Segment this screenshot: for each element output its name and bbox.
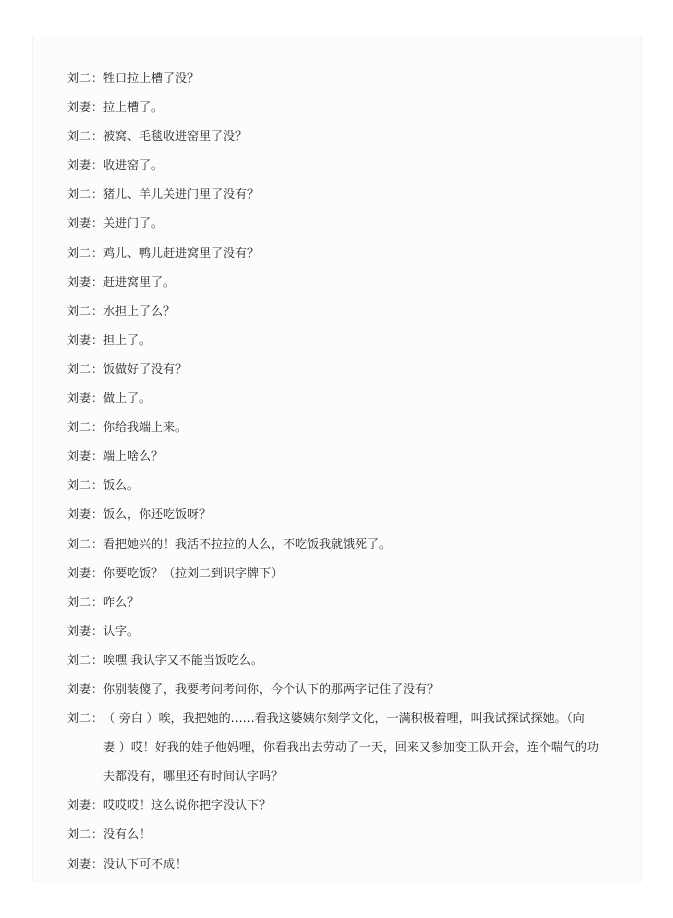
speech-line: （ 旁白 ）唉，我把她的……看我这婆姨尔刻学文化，一满积极着哩，叫我试探试探她。（向 [103, 711, 585, 726]
speech-text: 看把她兴的！我活不拉拉的人么，不吃饭我就饿死了。 [103, 536, 392, 551]
dialogue-line [67, 617, 627, 646]
speaker-label: 刘二： [67, 361, 104, 376]
dialogue-line [67, 820, 627, 849]
dialogue-line [67, 297, 627, 326]
speech-text: 牲口拉上槽了没？ [103, 71, 200, 85]
speech-text: 鸡儿、鸭儿赶进窝里了没有？ [103, 245, 260, 260]
speech-text: 拉上槽了。 [103, 100, 164, 115]
dialogue-line [67, 64, 627, 93]
speech-text: 端上啥么？ [103, 449, 164, 464]
speaker-label: 刘二： [67, 420, 104, 435]
dialogue-line [67, 384, 627, 413]
speaker-label: 刘妻： [67, 856, 104, 871]
speaker-label: 刘二： [67, 536, 104, 551]
speaker-label: 刘二： [67, 71, 104, 85]
play-script [67, 64, 627, 879]
speech-text: 你别装傻了，我要考问考问你，今个认下的那两字记住了没有？ [103, 681, 440, 696]
speech-line: 夫都没有，哪里还有时间认字吗？ [103, 769, 284, 784]
speech-text: 咋么？ [103, 594, 140, 609]
speech-text: 认字。 [103, 623, 140, 638]
dialogue-line [67, 355, 627, 384]
speaker-label: 刘妻： [67, 565, 104, 580]
speech-text: 饭做好了没有？ [103, 361, 188, 376]
speech-text: 没有么！ [103, 827, 152, 842]
speech-text: 饭么。 [103, 478, 140, 493]
speech-text: 猪儿、羊儿关进门里了没有？ [103, 187, 260, 202]
speaker-label: 刘二： [67, 187, 104, 202]
speaker-label: 刘二： [67, 652, 104, 667]
speaker-label: 刘妻： [67, 507, 104, 522]
speech-text: 赶进窝里了。 [103, 274, 176, 289]
speaker-label: 刘二： [67, 303, 104, 318]
speaker-label: 刘二： [67, 478, 104, 493]
speech-text: 关进门了。 [103, 216, 164, 231]
speech-text: 被窝、毛毯收进窑里了没？ [103, 129, 248, 144]
speaker-label: 刘妻： [67, 391, 104, 406]
speech-text: 哎哎哎！这么说你把字没认下？ [103, 798, 272, 813]
speaker-label: 刘妻： [67, 100, 104, 115]
speaker-label: 刘妻： [67, 332, 104, 347]
speaker-label: 刘二： [67, 827, 104, 842]
dialogue-line [67, 471, 627, 500]
long-speech [67, 704, 627, 791]
speaker-label: 刘妻： [67, 274, 104, 289]
speech-text: 唉嘿 我认字又不能当饭吃么。 [103, 652, 263, 667]
speaker-label: 刘妻： [67, 449, 104, 464]
dialogue-line [67, 675, 627, 704]
speaker-label: 刘妻： [67, 158, 104, 173]
speech-text: 你给我端上来。 [103, 420, 188, 435]
dialogue-line [67, 791, 627, 820]
dialogue-line [67, 530, 627, 559]
speech-text: 饭么，你还吃饭呀？ [103, 507, 212, 522]
dialogue-line [67, 559, 627, 588]
speech-text: 做上了。 [103, 391, 152, 406]
speech-text: 收进窑了。 [103, 158, 164, 173]
speech-text: 没认下可不成！ [103, 856, 188, 871]
dialogue-line [67, 413, 627, 442]
speech-text [103, 704, 627, 791]
dialogue-line [67, 850, 627, 879]
speech-text: 水担上了么？ [103, 303, 176, 318]
dialogue-line [67, 326, 627, 355]
dialogue-line [67, 239, 627, 268]
speaker-label: 刘二： [67, 245, 104, 260]
speaker-label: 刘二： [67, 594, 104, 609]
dialogue-line [67, 268, 627, 297]
dialogue-line [67, 151, 627, 180]
speech-line: 妻 ）哎！好我的娃子他妈哩，你看我出去劳动了一天，回来又参加变工队开会，连个喘气的功 [103, 740, 599, 755]
dialogue-line [67, 500, 627, 529]
speech-text: 担上了。 [103, 332, 152, 347]
speaker-label: 刘妻： [67, 216, 104, 231]
speaker-label: 刘二： [67, 711, 104, 726]
dialogue-line [67, 588, 627, 617]
dialogue-line [67, 442, 627, 471]
dialogue-line [67, 209, 627, 238]
dialogue-line [67, 122, 627, 151]
speaker-label: 刘妻： [67, 623, 104, 638]
dialogue-line [67, 180, 627, 209]
speaker-label: 刘妻： [67, 681, 104, 696]
dialogue-line [67, 93, 627, 122]
dialogue-line [67, 646, 627, 675]
speaker-label: 刘二： [67, 129, 104, 144]
speaker-label: 刘妻： [67, 798, 104, 813]
speech-text: 你要吃饭？（拉刘二到识字牌下） [103, 565, 284, 580]
